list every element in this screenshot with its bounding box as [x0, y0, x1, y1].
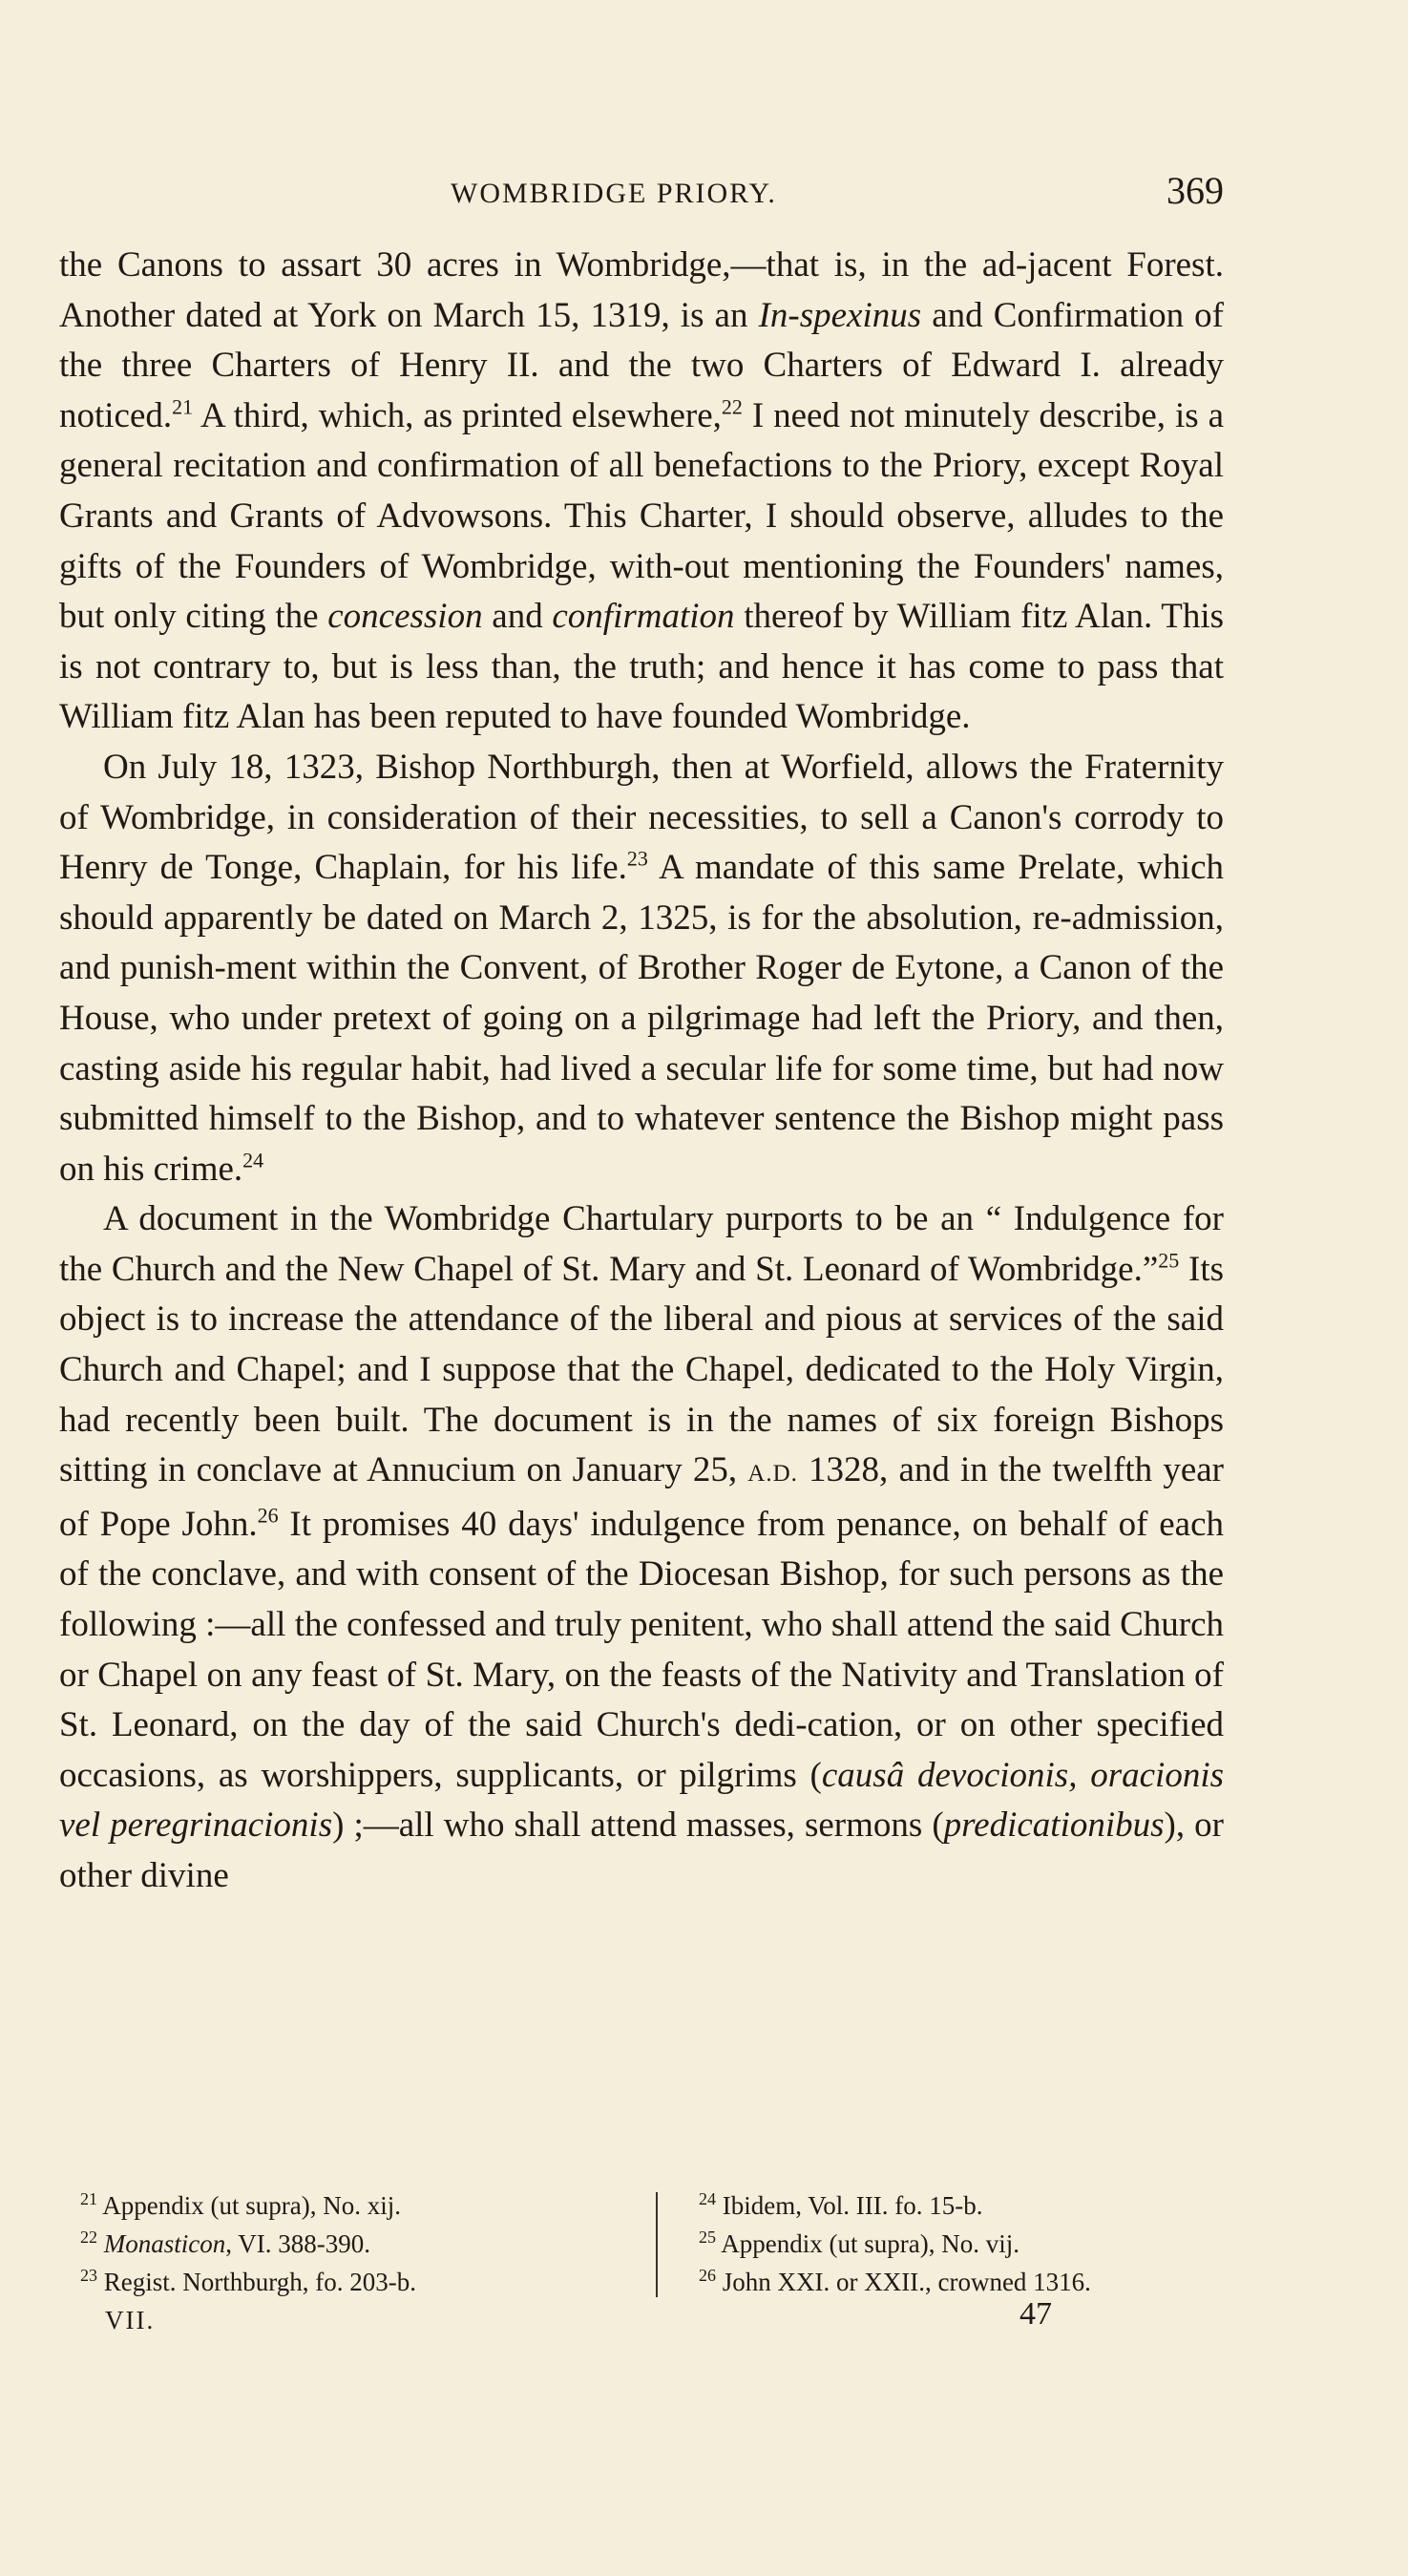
- footnote-ref: 26: [257, 1503, 279, 1528]
- text-run: 1328, and in the twelfth year of Pope John.: [59, 1450, 1225, 1544]
- paragraph: [59, 241, 1224, 743]
- text-run: the Canons to assart 30 acres in Wombridge,—that is, in the ad-jacent Forest. Another dated at York on March 15, 1319, is an: [59, 245, 1224, 335]
- footnote-ref: 23: [626, 846, 648, 871]
- footnote-number: 22: [80, 2228, 97, 2247]
- italic-text: Monasticon: [103, 2229, 226, 2258]
- text-run: ), or other divine: [59, 1805, 1224, 1895]
- footnote-number: 21: [80, 2189, 97, 2208]
- footnote-number: 26: [699, 2266, 716, 2285]
- text-run: and: [482, 597, 553, 637]
- italic-text: In-spexinus: [758, 295, 922, 335]
- footnotes-left-column: [80, 2186, 653, 2301]
- footnote: [80, 2186, 653, 2225]
- text-run: On July 18, 1323, Bishop Northburgh, then at Worfield, allows the Fraternity of Wombridge, in consideration of their necessities, to sell a Canon's corrody to Henry de Tonge, Chaplain, for his life.: [59, 747, 1224, 888]
- text-run: It promises 40 days' indulgence from penance, on behalf of each of the conclave, and with consent of the Diocesan Bishop, for such persons as the following :—all the confessed and truly penitent, who shall attend the said Church or Chapel on any feast of St. Mary, on the feasts of the Nativity and Translation of St. Leonard, on the day of the said Church's dedi-cation, or on other specified occasions, as worshippers, supplicants, or pilgrims (: [59, 1504, 1224, 1795]
- running-title: WOMBRIDGE PRIORY.: [451, 178, 777, 209]
- text-run: A mandate of this same Prelate, which should apparently be dated on March 2, 1325, is for the absolution, re-admission, and punish-ment within the Convent, of Brother Roger de Eytone, a Canon of the House, who under pretext of going on a pilgrimage had left the Priory, and then, casting aside his regular habit, had lived a secular life for some time, but had now submitted himself to the Bishop, and to whatever sentence the Bishop might pass on his crime.: [59, 848, 1224, 1189]
- italic-text: predicationibus: [943, 1805, 1165, 1846]
- italic-text: concession: [327, 597, 483, 637]
- italic-text: confirmation: [552, 597, 735, 637]
- text-run: thereof by William fitz Alan. This is not contrary to, but is less than, the truth; and hence it has come to pass that William fitz Alan has been reputed to have founded Wombridge.: [59, 597, 1225, 737]
- footnote-number: 23: [80, 2266, 97, 2285]
- footnote-number: 24: [699, 2189, 716, 2208]
- footnote-ref: 25: [1158, 1248, 1180, 1273]
- footnote: [699, 2225, 1233, 2263]
- text-run: Appendix (ut supra), No. vij.: [721, 2229, 1019, 2258]
- text-run: ) ;—all who shall attend masses, sermons (: [332, 1805, 944, 1846]
- sheet-number: 47: [1019, 2296, 1052, 2332]
- footnote: [699, 2186, 1233, 2225]
- text-run: Appendix (ut supra), No. xij.: [102, 2191, 401, 2220]
- footnote: [80, 2263, 653, 2301]
- text-run: A third, which, as printed elsewhere,: [193, 395, 722, 435]
- italic-text: causâ devocionis, oracionis vel peregrinacionis: [59, 1755, 1224, 1846]
- footnotes-right-column: [699, 2186, 1233, 2301]
- signature-mark: VII.: [105, 2306, 156, 2334]
- text-run: I need not minutely describe, is a general recitation and confirmation of all benefactions to the Priory, except Royal Grants and Grants of Advowsons. This Charter, I should observe, alludes to the gifts of the Founders of Wombridge, with-out mentioning the Founders' names, but only citing the: [59, 395, 1224, 637]
- footnotes: [59, 2186, 1224, 2301]
- body-text: [59, 241, 1224, 1902]
- text-run: Ibidem, Vol. III. fo. 15-b.: [722, 2191, 983, 2220]
- text-run: and Confirmation of the three Charters of Henry II. and the two Charters of Edward I. already noticed.: [59, 295, 1225, 435]
- text-run: Regist. Northburgh, fo. 203-b.: [103, 2268, 416, 2296]
- footnote: [80, 2225, 653, 2263]
- paragraph: [59, 1194, 1224, 1901]
- footnote-ref: 24: [242, 1148, 264, 1172]
- footnote-ref: 22: [721, 394, 743, 419]
- small-caps-text: A.D.: [747, 1461, 798, 1488]
- text-run: A document in the Wombridge Chartulary purports to be an “ Indulgence for the Church and the New Chapel of St. Mary and St. Leonard of Wombridge.”: [59, 1199, 1224, 1289]
- running-head: [59, 168, 1224, 216]
- footnote-number: 25: [699, 2228, 716, 2247]
- text-run: John XXI. or XXII., crowned 1316.: [722, 2268, 1091, 2296]
- text-run: Its object is to increase the attendance of the liberal and pious at services of the said Church and Chapel; and I suppose that the Chapel, dedicated to the Holy Virgin, had recently been built. The document is in the names of six foreign Bishops sitting in conclave at Annucium on January 25,: [59, 1249, 1225, 1490]
- paragraph: [59, 743, 1224, 1194]
- page-number: 369: [1166, 169, 1224, 212]
- footnote-divider: [656, 2192, 658, 2297]
- footnote: [699, 2263, 1233, 2301]
- footnote-ref: 21: [172, 394, 194, 419]
- text-run: , VI. 388-390.: [225, 2229, 370, 2258]
